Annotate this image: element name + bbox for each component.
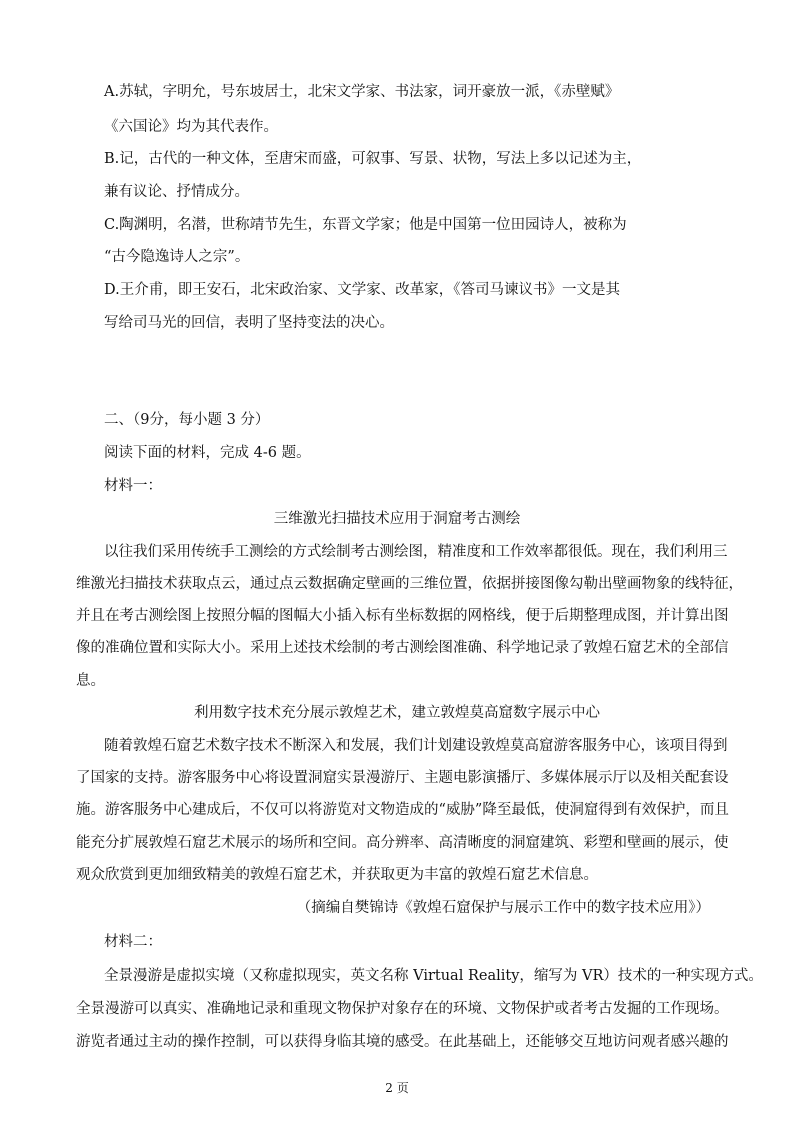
section-heading: 二、（9分，每小题 3 分） xyxy=(104,412,270,428)
option-c-line1: C.陶渊明，名潜，世称靖节先生，东晋文学家；他是中国第一位田园诗人，被称为 xyxy=(104,217,627,233)
para2-line5: 观众欣赏到更加细致精美的敦煌石窟艺术，并获取更为丰富的敦煌石窟艺术信息。 xyxy=(76,867,598,883)
material1-title1: 三维激光扫描技术应用于洞窟考古测绘 xyxy=(273,511,521,527)
para2-line4: 能充分扩展敦煌石窟艺术展示的场所和空间。高分辨率、高清晰度的洞窟建筑、彩塑和壁画的展示，使 xyxy=(76,835,729,851)
option-d-line2: 写给司马光的回信，表明了坚持变法的决心。 xyxy=(104,315,394,331)
para3-line3: 游览者通过主动的操作控制，可以获得身临其境的感受。在此基础上，还能够交互地访问观者感兴趣的 xyxy=(76,1034,729,1050)
section-instruction: 阅读下面的材料，完成 4-6 题。 xyxy=(104,445,311,461)
material1-title2: 利用数字技术充分展示敦煌艺术，建立敦煌莫高窟数字展示中心 xyxy=(194,705,600,721)
para1-line2: 维激光扫描技术获取点云，通过点云数据确定壁画的三维位置，依据拼接图像勾勒出壁画物象的线特征， xyxy=(76,576,743,592)
para3-line1: 全景漫游是虚拟实境（又称虚拟现实，英文名称 Virtual Reality，缩写为 VR）技术的一种实现方式。 xyxy=(104,968,763,984)
material2-label: 材料二： xyxy=(104,934,162,950)
option-a-line2: 《六国论》均为其代表作。 xyxy=(104,119,278,135)
option-c-line2: “古今隐逸诗人之宗”。 xyxy=(104,249,250,265)
para1-line4: 像的准确位置和实际大小。采用上述技术绘制的考古测绘图准确、科学地记录了敦煌石窟艺术的全部信 xyxy=(76,640,729,656)
option-d-line1: D.王介甫，即王安石，北宋政治家、文学家、改革家，《答司马谏议书》一文是其 xyxy=(104,282,620,298)
option-b-line2: 兼有议论、抒情成分。 xyxy=(104,184,249,200)
para1-line5: 息。 xyxy=(76,673,105,689)
material1-source: （摘编自樊锦诗《敦煌石窟保护与展示工作中的数字技术应用》） xyxy=(296,900,710,916)
para2-line3: 施。游客服务中心建成后，不仅可以将游览对文物造成的“威胁”降至最低，使洞窟得到有效保护，而且 xyxy=(76,802,729,818)
page-number: 2 页 xyxy=(385,1081,409,1095)
option-b-line1: B.记，古代的一种文体，至唐宋而盛，可叙事、写景、状物，写法上多以记述为主， xyxy=(104,151,642,167)
material1-label: 材料一： xyxy=(104,478,162,494)
para1-line3: 并且在考古测绘图上按照分幅的图幅大小插入标有坐标数据的网格线，便于后期整理成图，并计算出图 xyxy=(76,608,729,624)
para2-line1: 随着敦煌石窟艺术数字技术不断深入和发展，我们计划建设敦煌莫高窟游客服务中心，该项目得到 xyxy=(104,738,728,754)
para2-line2: 了国家的支持。游客服务中心将设置洞窟实景漫游厅、主题电影演播厅、多媒体展示厅以及相关配套设 xyxy=(76,770,729,786)
para1-line1: 以往我们采用传统手工测绘的方式绘制考古测绘图，精准度和工作效率都很低。现在，我们利用三 xyxy=(104,544,728,560)
option-a-line1: A.苏轼，字明允，号东坡居士，北宋文学家、书法家，词开豪放一派，《赤壁赋》 xyxy=(104,84,620,100)
para3-line2: 全景漫游可以真实、准确地记录和重现文物保护对象存在的环境、文物保护或者考古发掘的工作现场。 xyxy=(76,1001,729,1017)
